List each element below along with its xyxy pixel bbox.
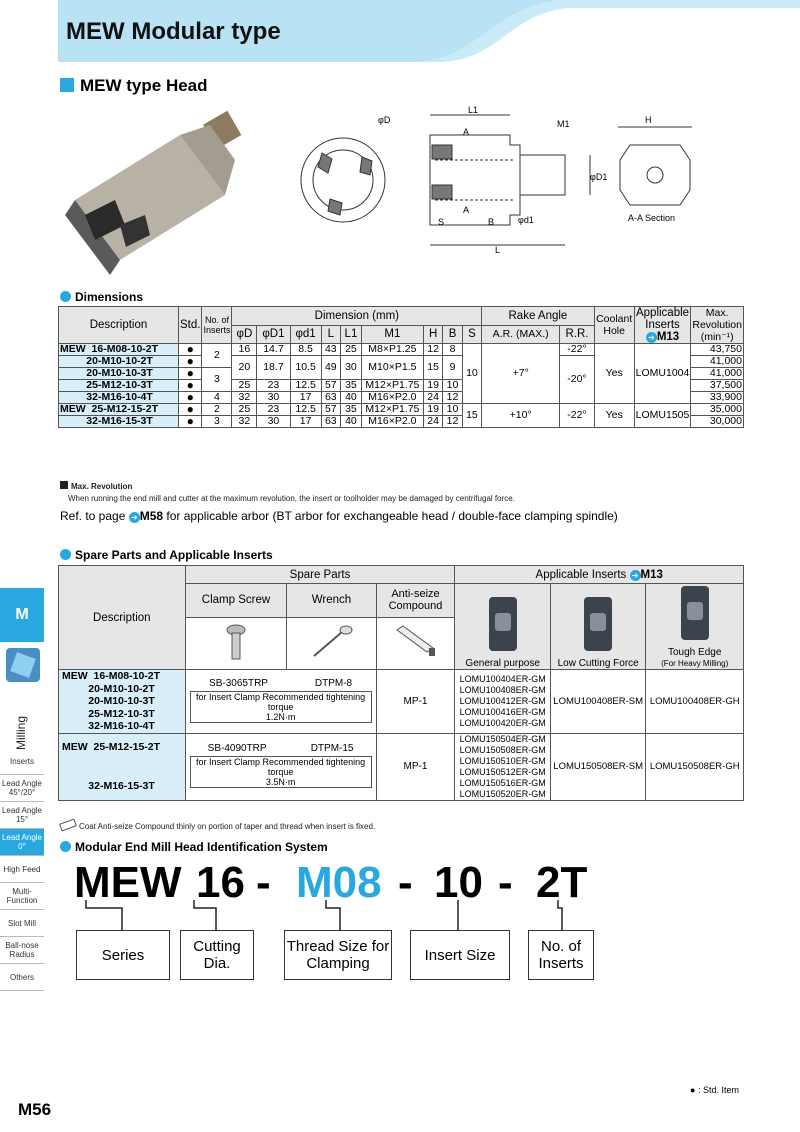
wrench-image	[287, 617, 376, 669]
cell: -22°	[560, 404, 594, 428]
cell: LOMU1004	[634, 344, 691, 404]
sidebar-item-high-feed[interactable]: High Feed	[0, 856, 44, 883]
th-general: General purpose	[455, 584, 550, 670]
page-title: MEW Modular type	[66, 18, 281, 45]
cell: 57	[321, 380, 340, 392]
sidebar-item-inserts[interactable]: Inserts	[0, 748, 44, 775]
legend-no-inserts: No. of Inserts	[528, 930, 594, 980]
tube-icon	[391, 622, 441, 662]
th-B: B	[443, 325, 462, 344]
cell: 12.5	[290, 404, 321, 416]
lowcut-cell: LOMU150508ER-SM	[550, 733, 645, 800]
cell: 17	[290, 416, 321, 428]
desc-cell: 25-M12-10-3T	[59, 380, 179, 392]
th-L: L	[321, 325, 340, 344]
code-dash: -	[498, 858, 513, 907]
th-no-inserts: No. of Inserts	[202, 307, 232, 344]
insert-icon	[483, 595, 523, 655]
desc-group-2: MEW 25-M12-15-2T 32-M16-15-3T	[59, 733, 186, 800]
cell: +10°	[482, 404, 560, 428]
cell: 37,500	[691, 380, 744, 392]
cell: M16×P2.0	[361, 416, 423, 428]
label-L: L	[495, 245, 501, 255]
th-S: S	[462, 325, 481, 344]
cell: 20	[232, 356, 257, 380]
insert-icon	[578, 595, 618, 655]
std-dot-icon: ●	[179, 380, 202, 392]
label-A-top: A	[463, 127, 470, 137]
cell: 30	[257, 392, 290, 404]
th-H: H	[423, 325, 442, 344]
th-maxrev: Max. Revolution (min⁻¹)	[692, 307, 742, 343]
cell: M10×P1.5	[361, 356, 423, 380]
table-row	[59, 404, 744, 416]
cell: M12×P1.75	[361, 404, 423, 416]
std-dot-icon: ●	[179, 392, 202, 404]
label-H: H	[645, 115, 652, 125]
th-applicable: Applicable Inserts ➜ M13	[635, 307, 690, 343]
label-B: B	[488, 217, 495, 227]
dimensions-table	[58, 306, 744, 428]
th-applicable: Applicable Inserts ➜ M13	[455, 566, 744, 584]
cell: 19	[423, 380, 442, 392]
label-phiD1: φD1	[590, 172, 608, 182]
std-dot-icon: ●	[690, 1085, 696, 1095]
desc-group-1: MEW 16-M08-10-2T 20-M10-10-2T 20-M10-10-3T 25-M12-10-3T 32-M16-10-4T	[59, 670, 186, 734]
cell: 14.7	[257, 344, 290, 356]
table-row	[59, 670, 744, 734]
std-dot-icon: ●	[179, 404, 202, 416]
sidebar-item-ball-nose[interactable]: Ball-nose Radius	[0, 937, 44, 964]
cell: 57	[321, 404, 340, 416]
th-description: Description	[59, 566, 186, 670]
label-A-bottom: A	[463, 205, 470, 215]
th-M1: M1	[361, 325, 423, 344]
cell: 16	[232, 344, 257, 356]
tube-small-icon	[59, 819, 77, 832]
sidebar-item-lead-angle-15[interactable]: Lead Angle 15°	[0, 802, 44, 829]
std-dot-icon: ●	[179, 416, 202, 428]
legend-insert-size: Insert Size	[410, 930, 510, 980]
spare-footnote: Coat Anti-seize Compound thinly on portion of taper and thread when insert is fixed.	[60, 821, 375, 831]
tool-photo	[65, 111, 241, 275]
sidebar-item-lead-angle-0[interactable]: Lead Angle 0°	[0, 829, 44, 856]
cell: 35,000	[691, 404, 744, 416]
cell: Yes	[594, 404, 634, 428]
section-view	[618, 127, 692, 205]
cell: 63	[321, 416, 340, 428]
torque-note: for Insert Clamp Recommended tightening torque 1.2N·m	[190, 691, 372, 723]
cell: 30	[341, 356, 362, 380]
legend-series: Series	[76, 930, 170, 980]
cell: +7°	[482, 344, 560, 404]
cell: Yes	[594, 344, 634, 404]
clamp-wrench-row: SB-4090TRP DTPM-15	[207, 743, 354, 754]
th-wrench: Wrench	[287, 584, 376, 618]
cell: 19	[423, 404, 442, 416]
milling-icon	[6, 648, 40, 682]
cell: 12	[443, 392, 462, 404]
square-bullet-icon	[60, 481, 68, 489]
sidebar-item-others[interactable]: Others	[0, 964, 44, 991]
table-row	[59, 344, 744, 356]
ins-cell: 3	[202, 368, 232, 392]
arrow-icon: ➜	[630, 570, 641, 581]
cell: 35	[341, 404, 362, 416]
torque-note: for Insert Clamp Recommended tightening torque 3.5N·m	[190, 756, 372, 788]
cell: 10	[443, 380, 462, 392]
page-number: M56	[18, 1100, 52, 1119]
clamp-wrench-row: SB-3065TRP DTPM-8	[209, 677, 353, 689]
cell: 30,000	[691, 416, 744, 428]
label-phid1: φd1	[518, 215, 534, 225]
cell: -22°	[560, 344, 594, 356]
sidebar-list	[0, 748, 44, 991]
cell: 10.5	[290, 356, 321, 380]
th-D: φD	[232, 325, 257, 344]
general-list-1: LOMU100404ER-GM LOMU100408ER-GM LOMU100412ER-GM LOMU100416ER-GM LOMU100420ER-GM	[455, 670, 550, 734]
sidebar-item-lead-angle-45[interactable]: Lead Angle 45°/20°	[0, 775, 44, 802]
lowcut-cell: LOMU100408ER-SM	[550, 670, 645, 734]
th-tough: Tough Edge (For Heavy Milling)	[646, 584, 744, 670]
screw-icon	[221, 622, 251, 662]
cell: 10	[443, 404, 462, 416]
code-dash: -	[256, 858, 271, 907]
cell: 24	[423, 392, 442, 404]
th-D1: φD1	[257, 325, 290, 344]
desc-cell: 32-M16-15-3T	[59, 416, 179, 428]
cell: 15	[462, 404, 481, 428]
desc-cell: 32-M16-10-4T	[59, 392, 179, 404]
th-description: Description	[59, 307, 179, 344]
cell: 18.7	[257, 356, 290, 380]
cell: 25	[232, 404, 257, 416]
code-inserts: 2T	[536, 858, 588, 907]
cell: 12	[443, 416, 462, 428]
sidebar-milling-label: Milling	[14, 715, 28, 750]
wrench-icon	[306, 622, 356, 662]
desc-cell: 20-M10-10-2T	[59, 356, 179, 368]
sidebar-item-multi-function[interactable]: Multi-Function	[0, 883, 44, 910]
cell: 12.5	[290, 380, 321, 392]
code-insert-size: 10	[434, 858, 483, 907]
std-dot-icon: ●	[179, 368, 202, 380]
arrow-icon: ➜	[129, 512, 140, 523]
desc-cell: MEW 16-M08-10-2T	[59, 344, 179, 356]
cell: 15	[423, 356, 442, 380]
ins-cell: 3	[202, 416, 232, 428]
front-view	[301, 138, 385, 222]
label-M1: M1	[557, 119, 570, 129]
legend-cutting-dia: Cutting Dia.	[180, 930, 254, 980]
sidebar-tab-m[interactable]: M	[0, 588, 44, 642]
th-antiseize: Anti-seize Compound	[376, 584, 455, 618]
th-std: Std.	[179, 307, 202, 344]
table-row	[59, 733, 744, 800]
product-drawing	[60, 105, 750, 285]
cell: 10	[462, 344, 481, 404]
th-d1: φd1	[290, 325, 321, 344]
cell: 24	[423, 416, 442, 428]
antiseize-cell: MP-1	[376, 670, 455, 734]
desc-cell: MEW 25-M12-15-2T	[59, 404, 179, 416]
cell: M16×P2.0	[361, 392, 423, 404]
cell: 35	[341, 380, 362, 392]
spare-title: Spare Parts and Applicable Inserts	[60, 548, 273, 562]
cell: 8	[443, 344, 462, 356]
cell: 33,900	[691, 392, 744, 404]
th-rake: Rake Angle	[482, 307, 595, 326]
std-dot-icon: ●	[179, 356, 202, 368]
ref-line: Ref. to page ➜ M58 for applicable arbor (BT arbor for exchangeable head / double-face clamping spindle)	[60, 509, 618, 523]
th-clamp: Clamp Screw	[185, 584, 287, 618]
ident-title: Modular End Mill Head Identification System	[60, 840, 328, 854]
arrow-icon: ➜	[646, 332, 657, 343]
cell: -20°	[560, 356, 594, 404]
section-title: MEW type Head	[60, 76, 208, 96]
spare-table	[58, 565, 744, 801]
cell: 40	[341, 416, 362, 428]
label-aa-section: A-A Section	[628, 213, 676, 223]
th-lowcut: Low Cutting Force	[550, 584, 645, 670]
tough-cell: LOMU100408ER-GH	[646, 670, 744, 734]
cell: M12×P1.75	[361, 380, 423, 392]
cell: 32	[232, 392, 257, 404]
tough-cell: LOMU150508ER-GH	[646, 733, 744, 800]
cell: 32	[232, 416, 257, 428]
circle-bullet-icon	[60, 841, 71, 852]
circle-bullet-icon	[60, 291, 71, 302]
code-series: MEW	[74, 858, 182, 907]
cell: 41,000	[691, 356, 744, 368]
th-dimension: Dimension (mm)	[232, 307, 482, 326]
cell: 49	[321, 356, 340, 380]
label-S: S	[438, 217, 445, 227]
cell: 43,750	[691, 344, 744, 356]
ins-cell: 4	[202, 392, 232, 404]
code-dia: 16	[196, 858, 245, 907]
general-list-2: LOMU150504ER-GM LOMU150508ER-GM LOMU150510ER-GM LOMU150512ER-GM LOMU150516ER-GM LOMU150520ER-GM	[455, 733, 550, 800]
clamp-wrench-group-1	[185, 670, 376, 734]
square-bullet-icon	[60, 78, 74, 92]
cell: 23	[257, 404, 290, 416]
circle-bullet-icon	[60, 549, 71, 560]
cell: 17	[290, 392, 321, 404]
ins-cell: 2	[202, 404, 232, 416]
cell: 9	[443, 356, 462, 380]
antiseize-cell: MP-1	[376, 733, 455, 800]
note-title: Max. Revolution	[60, 481, 132, 491]
clamp-screw-image	[185, 617, 287, 669]
legend-thread-size: Thread Size for Clamping	[284, 930, 392, 980]
cell: 23	[257, 380, 290, 392]
cell: 12	[423, 344, 442, 356]
th-RR: R.R.	[560, 325, 594, 344]
code-thread: M08	[296, 858, 382, 907]
sidebar-item-slot-mill[interactable]: Slot Mill	[0, 910, 44, 937]
th-spare-parts: Spare Parts	[185, 566, 455, 584]
code-dash: -	[398, 858, 413, 907]
cell: 63	[321, 392, 340, 404]
ins-cell: 2	[202, 344, 232, 368]
compound-image	[376, 617, 455, 669]
th-AR: A.R. (MAX.)	[482, 325, 560, 344]
desc-cell: 20-M10-10-3T	[59, 368, 179, 380]
th-coolant: Coolant Hole	[594, 307, 634, 344]
cell: 8.5	[290, 344, 321, 356]
std-dot-icon: ●	[179, 344, 202, 356]
std-legend: ● : Std. Item	[690, 1085, 739, 1095]
cell: 25	[232, 380, 257, 392]
insert-icon	[675, 584, 715, 644]
cell: 25	[341, 344, 362, 356]
dimensions-title: Dimensions	[60, 290, 143, 304]
side-view	[430, 115, 590, 245]
cell: 30	[257, 416, 290, 428]
label-phiD: φD	[378, 115, 391, 125]
cell: 41,000	[691, 368, 744, 380]
th-L1: L1	[341, 325, 362, 344]
label-L1: L1	[468, 105, 479, 115]
cell: 40	[341, 392, 362, 404]
note-text: When running the end mill and cutter at the maximum revolution, the insert or toolholder may be damaged by centrifugal force.	[68, 494, 515, 503]
clamp-wrench-group-2	[185, 733, 376, 800]
cell: M8×P1.25	[361, 344, 423, 356]
cell: 43	[321, 344, 340, 356]
ident-connectors	[74, 900, 594, 932]
cell: LOMU1505	[634, 404, 691, 428]
